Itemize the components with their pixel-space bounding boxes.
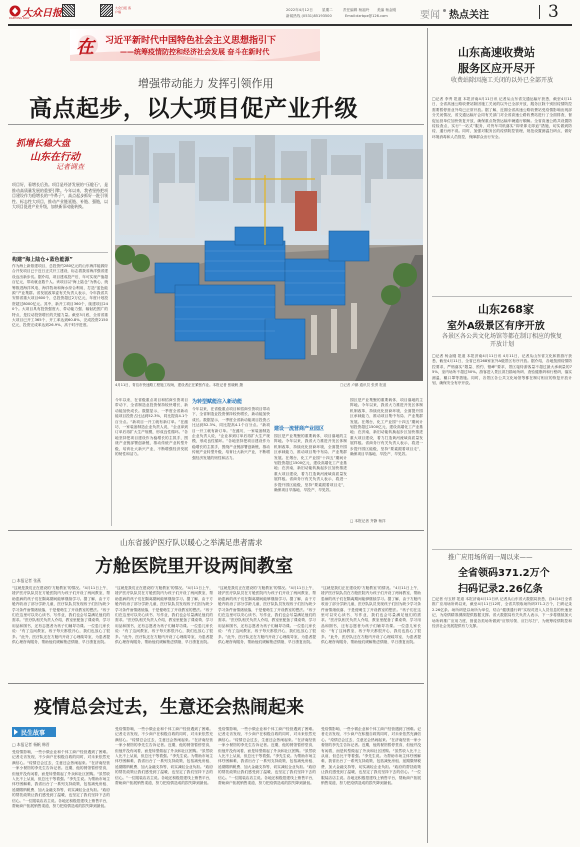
right-rule-2	[432, 549, 572, 550]
right-h3: 推广应用场所码一周以来——	[448, 553, 533, 561]
page-divider	[539, 5, 540, 19]
right-h1-line1: 山东高速收费站	[458, 46, 535, 59]
lead-intro: 项目好，看增长后劲。项目是经济发展的“压舱石”，是推动高质量发展的重要引擎。今年以来，我省坚持把项目建设作为稳增长的“牛鼻子”，高点起步抓好一批引领性、标志性大项目，推动产业链延链、补链、强链，以大项目促进产业升级，加快新旧动能转换。	[12, 182, 108, 210]
badge-line1: 抓增长稳大盘	[16, 139, 71, 149]
story3-tag	[12, 727, 56, 737]
theme-banner	[70, 29, 320, 61]
story2-byline: □ 本报记者 张燕	[12, 578, 41, 583]
right-body-3: □记者 付玉婷 报道 本报济南4月11日讯 记者从山东省大数据局获悉，自4月4日全省推广应用场所码以来，截至4月11日12时，全省共领取场所码371.2万个，扫码记录2.26亿条。场所码是以场所为单位，结合“健康通行码”实现对进入人员信息的快速登记，为疫情精准溯源提供数据支撑。省大数据局有关负责人表示，下一步将继续加大场所码推广应用力度，督促各类场所做到“应领尽领、应扫尽扫”，为统筹疫情防控和经济社会发展提供有力支撑。	[432, 597, 572, 629]
story2-headline: 方舱医院里开设两间教室	[95, 556, 293, 577]
lead-kicker: 增强带动能力 发挥引领作用	[138, 77, 274, 90]
issue-date: 2022年4月12日	[286, 8, 313, 12]
right-h2-line2: 室外A级景区有序开放	[447, 321, 545, 332]
news-hotline: 新闻热线 (0531)85193500	[286, 14, 332, 18]
right-body-1: □记者 李秀 报道 本报济南4月11日讯 记者从山东省交通运输厅获悉，截至4月11日，全省高速公路收费站除因施工关闭的以外已全部开放，服务区除个别因疫情防控需要暂停营业外均已正常开放。据了解，近期全省高速公路收费站受疫情影响出现部分关闭情况，省交通运输厅会同有关部门对全省高速公路收费站进行了全面排查，督促运营单位加快恢复开放，确保重点物资运输车辆通行顺畅。全省高速公路共设置防疫检查点，实行“一站式”服务，对货车司机落实“即采即走即追”措施，切实做到防疫、通行两不误。同时，加强对服务区的疫情防控管理，规范设置测温扫码点，做好环境消毒和人员管控，保障群众出行安全。	[432, 97, 572, 139]
lead-byline: □ 本报记者 齐静 杨洋	[350, 519, 386, 523]
logo-sub: DAZHONG DAILY	[9, 17, 30, 20]
story2-col-3: “这就是我们正在建设的‘方舱教室’的情况。”4月11日上午，援沪医疗队队员在方舱医院内为孩子们开设了两间教室，帮助患病的孩子们在隔离期间能够继续学习。据了解，由于方舱内收治了部分学龄儿童，医疗队队员发现孩子们因为缺少学习条件而情绪低落，于是便萌生了开设教室的想法。“孩子们在这里可以安心读书、写作业，我们也会尽量满足他们的需求。”医疗队相关负责人介绍，教室里配备了课桌椅、学习用品和图书，还有志愿者为孩子们辅导功课。一位患儿家长说：“有了这间教室，孩子每天都很开心，我们也放心了很多。”此外，医疗队还在方舱内开设了心理疏导室，为患者提供心理咨询服务，帮助他们缓解焦虑情绪，早日康复出院。	[218, 586, 316, 645]
lead-body-2: 今年以来，在省级重点项目和招商引资项目带动下，全省制造业投资保持较快增长，新动能加快成长。数据显示，一季度全省新动能项目投资占比达到52.3%，同比提高4.1个百分点。“新项目一开工就有新订单。”在潍坊，一家装备制造企业负责人说，“企业拿到订单后再扩大生产规模，形成良性循环。”各地坚持把项目建设作为稳增长的主抓手，围绕产业链部署创新链，推动传统产业转型升级，培育壮大新兴产业，不断增强经济发展的韧性和活力。	[192, 407, 270, 460]
story3-top-rule	[8, 683, 424, 684]
editor-credit: 责任编辑 杨福玲	[343, 8, 370, 12]
lead-subhead-3: 建设一流营商产业园区	[274, 426, 325, 432]
section-sublabel: 热点关注	[449, 10, 489, 21]
story3-byline: □ 本报记者 杨帆 韩晋	[12, 742, 50, 747]
masthead-rule	[8, 24, 572, 26]
lead-intro-rule	[12, 252, 108, 253]
story2-col-1: “这就是我们正在建设的‘方舱教室’的情况。”4月11日上午，援沪医疗队队员在方舱医院内为孩子们开设了两间教室，帮助患病的孩子们在隔离期间能够继续学习。据了解，由于方舱内收治了部分学龄儿童，医疗队队员发现孩子们因为缺少学习条件而情绪低落，于是便萌生了开设教室的想法。“孩子们在这里可以安心读书、写作业，我们也会尽量满足他们的需求。”医疗队相关负责人介绍，教室里配备了课桌椅、学习用品和图书，还有志愿者为孩子们辅导功课。一位患儿家长说：“有了这间教室，孩子每天都很开心，我们也放心了很多。”此外，医疗队还在方舱内开设了心理疏导室，为患者提供心理咨询服务，帮助他们缓解焦虑情绪，早日康复出院。	[12, 586, 110, 645]
story3-tag-label: 民生故事	[21, 730, 46, 737]
right-h1-line2: 服务区应开尽开	[458, 62, 535, 75]
badge-line2: 山东在行动	[30, 152, 80, 163]
right-body-2: □记者 杨金刚 报道 本报济南4月11日讯 4月11日，记者从山东省文化和旅游厅获悉，截至4月11日，全省已有268家室外A级景区有序开放。据介绍，各地按照疫情防控要求，严格落实“限量、预约、错峰”要求，景区接待游客量不超过最大承载量的75%，室内场所不超过50%。游客进入景区须扫描场所码、查验健康码和行程码，落实测温、戴口罩等措施。同时，各景区各公共文化场馆等都在制订相应的恢复开放计划，确保安全有序开放。	[432, 354, 572, 386]
right-h2: 山东268家	[478, 303, 534, 316]
story3-col-1: 受疫情影响，一些小微企业和个体工商户经营遇到了困难。记者走访发现，不少商户在积极自救的同时，对未来依然充满信心。“疫情总会过去，生意还会热闹起来。”在济南经营一家小餐馆的李先生告诉记者。近期，他的餐馆暂停堂食，但他并没有闲着，而是转型做起了外卖和社区团购。“虽然收入比不上从前，但总比干等着强。”李先生说。为帮助市场主体纾困解难，我省出台了一系列支持政策，包括减免房租、延期缴纳税费、加大金融支持等，切实减轻企业负担。“政府的帮扶政策让我们感受到了温暖，也坚定了我们坚持下去的信心。”一位服装店店主说。各地还积极搭建线上销售平台，帮助商户拓展销售渠道，努力把疫情造成的损失降到最低。	[12, 750, 110, 809]
right-column-rule	[427, 28, 428, 843]
qr-code-right	[100, 4, 113, 17]
lead-subhead-1: 构建“海上陆仓+蓝色能源”	[12, 257, 73, 263]
page-number: 3	[548, 2, 559, 22]
section-label: 要闻	[420, 10, 440, 21]
story2-kicker: 山东省援沪医疗队以暖心之举满足患者需求	[120, 538, 263, 547]
story2-col-2: “这就是我们正在建设的‘方舱教室’的情况。”4月11日上午，援沪医疗队队员在方舱医院内为孩子们开设了两间教室，帮助患病的孩子们在隔离期间能够继续学习。据了解，由于方舱内收治了部分学龄儿童，医疗队队员发现孩子们因为缺少学习条件而情绪低落，于是便萌生了开设教室的想法。“孩子们在这里可以安心读书、写作业，我们也会尽量满足他们的需求。”医疗队相关负责人介绍，教室里配备了课桌椅、学习用品和图书，还有志愿者为孩子们辅导功课。一位患儿家长说：“有了这间教室，孩子每天都很开心，我们也放心了很多。”此外，医疗队还在方舱内开设了心理疏导室，为患者提供心理咨询服务，帮助他们缓解焦虑情绪，早日康复出院。	[115, 586, 213, 645]
designer-credit: 美编 杨金刚	[377, 8, 397, 12]
story3-col-3: 受疫情影响，一些小微企业和个体工商户经营遇到了困难。记者走访发现，不少商户在积极自救的同时，对未来依然充满信心。“疫情总会过去，生意还会热闹起来。”在济南经营一家小餐馆的李先生告诉记者。近期，他的餐馆暂停堂食，但他并没有闲着，而是转型做起了外卖和社区团购。“虽然收入比不上从前，但总比干等着强。”李先生说。为帮助市场主体纾困解难，我省出台了一系列支持政策，包括减免房租、延期缴纳税费、加大金融支持等，切实减轻企业负担。“政府的帮扶政策让我们感受到了温暖，也坚定了我们坚持下去的信心。”一位服装店店主说。各地还积极搭建线上销售平台，帮助商户拓展销售渠道，努力把疫情造成的损失降到最低。	[218, 727, 316, 786]
photo-credit: □记者 卢鹏 通讯员 张勇 报道	[340, 383, 387, 387]
right-h1-sub: 收费站除因施工关闭的以外已全部开放	[450, 77, 553, 84]
banner-glyph: 在	[76, 37, 94, 58]
right-h3-line2: 全省领码371.2万个	[458, 568, 550, 579]
lead-headline: 高点起步，以大项目促产业升级	[29, 96, 358, 122]
lead-column-rule-1	[111, 136, 112, 526]
story3-headline: 疫情总会过去，生意还会热闹起来	[34, 697, 304, 718]
logo-icon	[9, 5, 21, 17]
story2-col-4: “这就是我们正在建设的‘方舱教室’的情况。”4月11日上午，援沪医疗队队员在方舱医院内为孩子们开设了两间教室，帮助患病的孩子们在隔离期间能够继续学习。据了解，由于方舱内收治了部分学龄儿童，医疗队队员发现孩子们因为缺少学习条件而情绪低落，于是便萌生了开设教室的想法。“孩子们在这里可以安心读书、写作业，我们也会尽量满足他们的需求。”医疗队相关负责人介绍，教室里配备了课桌椅、学习用品和图书，还有志愿者为孩子们辅导功课。一位患儿家长说：“有了这间教室，孩子每天都很开心，我们也放心了很多。”此外，医疗队还在方舱内开设了心理疏导室，为患者提供心理咨询服务，帮助他们缓解焦虑情绪，早日康复出院。	[321, 586, 421, 645]
photo-caption: 4月11日，青岛市快速路工程施工现场，建设者正在紧张作业。本报记者 张晓帆 摄	[115, 383, 243, 387]
logo-text: 大众日报	[22, 8, 62, 19]
campaign-badge	[12, 136, 102, 176]
lead-headline-rule	[8, 124, 424, 125]
story3-col-2: 受疫情影响，一些小微企业和个体工商户经营遇到了困难。记者走访发现，不少商户在积极自救的同时，对未来依然充满信心。“疫情总会过去，生意还会热闹起来。”在济南经营一家小餐馆的李先生告诉记者。近期，他的餐馆暂停堂食，但他并没有闲着，而是转型做起了外卖和社区团购。“虽然收入比不上从前，但总比干等着强。”李先生说。为帮助市场主体纾困解难，我省出台了一系列支持政策，包括减免房租、延期缴纳税费、加大金融支持等，切实减轻企业负担。“政府的帮扶政策让我们感受到了温暖，也坚定了我们坚持下去的信心。”一位服装店店主说。各地还积极搭建线上销售平台，帮助商户拓展销售渠道，努力把疫情造成的损失降到最低。	[115, 727, 213, 786]
tag-arrow-icon	[14, 729, 18, 735]
banner-line1: 习近平新时代中国特色社会主义思想指引下	[105, 36, 277, 46]
lead-body-1: 作为海上新基建项目，总投资约280亿元的山东海洋能源综合开发项目已于近日正式开工建设，标志着我省海洋强省建设迈出新步伐。据介绍，项目建成投产后，年可实现产值超百亿元，带动就业数千人。该项目以“海上陆仓”为核心，统筹推进海洋风电、海洋牧场和海水综合利用，打造“蓝色能源”产业集群。省发展改革委有关负责人表示，今年我省共安排省重大项目600个，总投资超过2万亿元，年度计划投资超过8000亿元。其中，新开工项目360个，续建项目240个。大项目具有投资强度大、带动能力强、辐射范围广的特点，是拉动投资增长的关键力量。截至3月底，全省省重大项目已开工365个，开工率达到60.8%，完成投资2150亿元，投资完成率达到26.9%，高于时序进度。	[12, 264, 108, 328]
email-contact: Email:dzrbpx@126.com	[345, 14, 388, 18]
section-dot	[443, 9, 446, 12]
app-label: 大众日报 客户端	[115, 6, 131, 14]
story2-top-rule	[8, 530, 424, 531]
construction-photo-illustration	[115, 135, 423, 381]
lead-body-1-cont: 今年以来，在省级重点项目和招商引资项目带动下，全省制造业投资保持较快增长，新动能加快成长。数据显示，一季度全省新动能项目投资占比达到52.3%，同比提高4.1个百分点。“新项目一开工就有新订单。”在潍坊，一家装备制造企业负责人说，“企业拿到订单后再扩大生产规模，形成良性循环。”各地坚持把项目建设作为稳增长的主抓手，围绕产业链部署创新链，推动传统产业转型升级，培育壮大新兴产业，不断增强经济发展的韧性和活力。	[115, 398, 188, 457]
badge-line3: 记者调查	[56, 163, 84, 171]
lead-body-3-cont: 园区是产业集聚的重要载体，项目落地的主阵地。今年以来，我省大力推进开发区体制机制改革，持续优化营商环境，全面提升园区承载能力，推动项目集中布局、产业集群发展。在烟台，化工产业园“十四五”期间计划投资超过1500亿元，建设高端化工产业基地；在济南，新旧动能转换起步区加快推进重大项目建设，着力打造黄河流域高质量发展样板。省商务厅有关负责人表示，将进一步提升园区能级，坚持“要素跟着项目走”，确保项目早落地、早投产、早见效。	[350, 398, 423, 457]
story3-col-4: 受疫情影响，一些小微企业和个体工商户经营遇到了困难。记者走访发现，不少商户在积极自救的同时，对未来依然充满信心。“疫情总会过去，生意还会热闹起来。”在济南经营一家小餐馆的李先生告诉记者。近期，他的餐馆暂停堂食，但他并没有闲着，而是转型做起了外卖和社区团购。“虽然收入比不上从前，但总比干等着强。”李先生说。为帮助市场主体纾困解难，我省出台了一系列支持政策，包括减免房租、延期缴纳税费、加大金融支持等，切实减轻企业负担。“政府的帮扶政策让我们感受到了温暖，也坚定了我们坚持下去的信心。”一位服装店店主说。各地还积极搭建线上销售平台，帮助商户拓展销售渠道，努力把疫情造成的损失降到最低。	[321, 727, 421, 786]
lead-photo	[115, 135, 423, 381]
lead-body-3: 园区是产业集聚的重要载体，项目落地的主阵地。今年以来，我省大力推进开发区体制机制改革，持续优化营商环境，全面提升园区承载能力，推动项目集中布局、产业集群发展。在烟台，化工产业园“十四五”期间计划投资超过1500亿元，建设高端化工产业基地；在济南，新旧动能转换起步区加快推进重大项目建设，着力打造黄河流域高质量发展样板。省商务厅有关负责人表示，将进一步提升园区能级，坚持“要素跟着项目走”，确保项目早落地、早投产、早见效。	[274, 434, 347, 493]
masthead	[0, 0, 580, 24]
qr-code-left	[62, 4, 75, 17]
right-rule-1	[432, 296, 572, 297]
right-h2-sub: 各景区各公共文化场馆等都在制订相应的恢复开放计划	[441, 333, 562, 348]
right-h3-line3: 扫码记录2.26亿条	[458, 584, 543, 595]
issue-weekday: 星期二	[322, 8, 333, 12]
lead-subhead-2: 为转型赋能注入新动能	[192, 399, 243, 405]
logo	[9, 4, 62, 22]
banner-line2: ——统筹疫情防控和经济社会发展 奋斗在新时代	[120, 48, 270, 56]
